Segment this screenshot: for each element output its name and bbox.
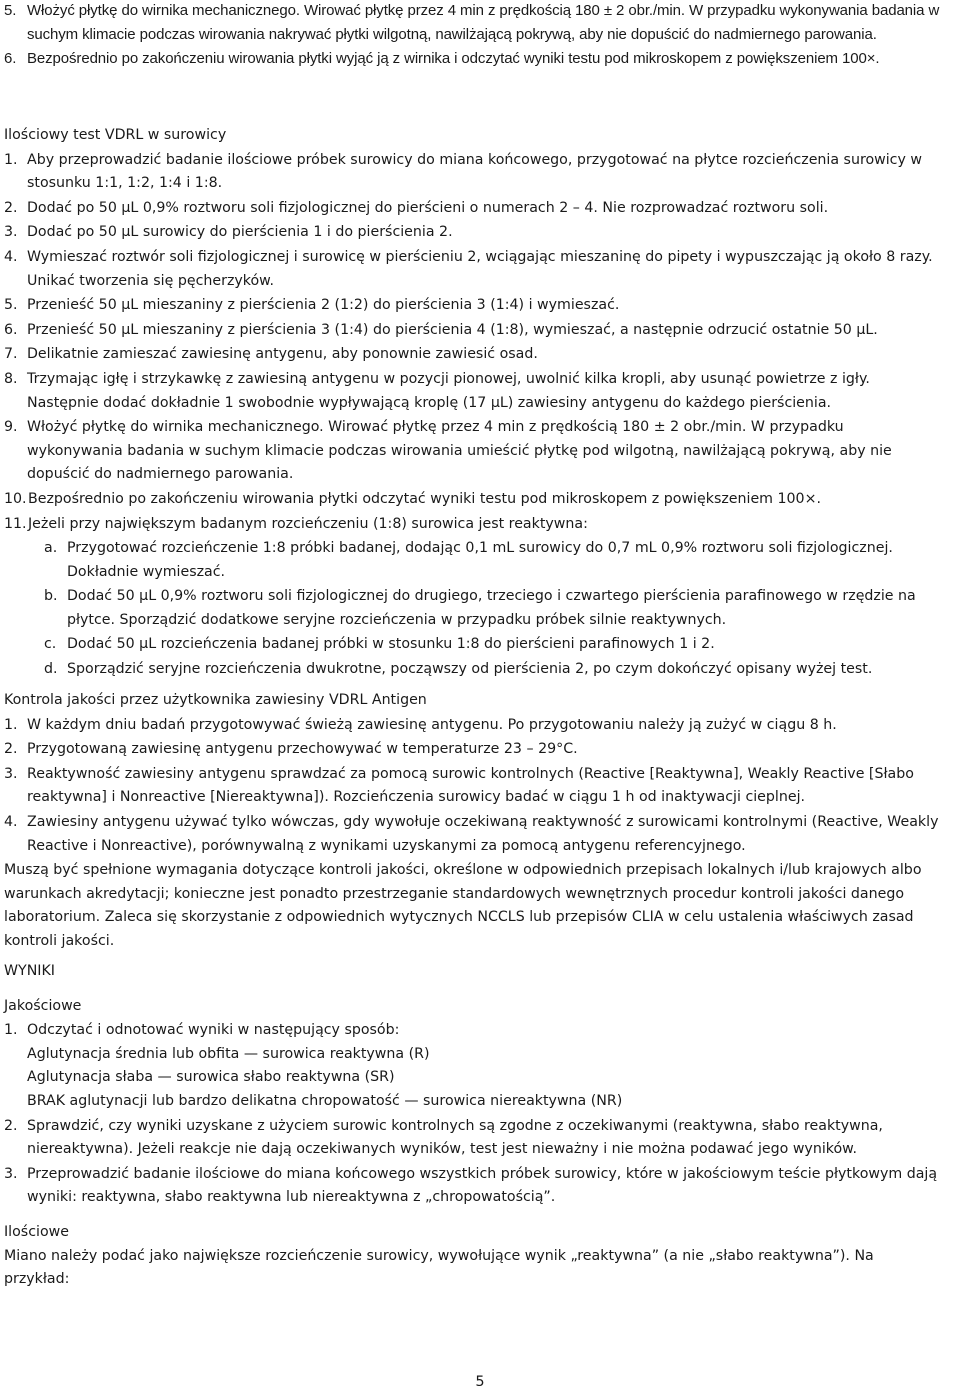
item-number: 11.: [4, 515, 27, 532]
qc-list: [4, 714, 940, 859]
item-text: Przygotować rozcieńczenie 1:8 próbki badanej, dodając 0,1 mL surowicy do 0,7 mL 0,9% roztworu soli fizjologicznej. Dokładnie wymieszać.: [67, 540, 893, 580]
item-text: Jeżeli przy największym badanym rozcieńczeniu (1:8) surowica jest reaktywna:: [28, 515, 588, 532]
sub-list: [4, 537, 940, 682]
item-number: 1.: [4, 1022, 18, 1039]
item-text: Dodać 50 µL 0,9% roztworu soli fizjologicznej do drugiego, trzeciego i czwartego pierścienia parafinowego w rzędzie na płytce. Sporządzić dodatkowe seryjne rozcieńczenia w przypadku próbek silnie reaktywnych.: [67, 588, 916, 628]
item-number: 1.: [4, 716, 18, 733]
list-item: [4, 1115, 940, 1162]
item-number: a.: [44, 540, 58, 557]
item-number: 10.: [4, 490, 27, 507]
list-item: [4, 368, 940, 415]
item-number: 6.: [4, 321, 18, 338]
qualitative-heading: Jakościowe: [4, 997, 82, 1014]
quantitative-results-heading: Ilościowe: [4, 1223, 69, 1240]
list-item: [4, 0, 940, 46]
list-item: [4, 197, 940, 221]
item-number: 6.: [4, 50, 17, 68]
top-section: [4, 0, 940, 71]
list-item: [4, 221, 940, 245]
item-text: Przenieść 50 µL mieszaniny z pierścienia 3 (1:4) do pierścienia 4 (1:8), wymieszać, a następnie odrzucić ostatnie 50 µL.: [27, 321, 878, 338]
item-text: Bezpośrednio po zakończeniu wirowania płytki odczytać wyniki testu pod mikroskopem z powiększeniem 100×.: [28, 490, 821, 507]
item-text: Sporządzić seryjne rozcieńczenia dwukrotne, począwszy od pierścienia 2, po czym dokończyć opisany wyżej test.: [67, 661, 873, 678]
item-text: Aby przeprowadzić badanie ilościowe próbek surowicy do miana końcowego, przygotować na płytce rozcieńczenia surowicy w stosunku 1:1, 1:2, 1:4 i 1:8.: [27, 151, 922, 192]
list-item: [4, 343, 940, 367]
quantitative-results-text: Miano należy podać jako największe rozcieńczenie surowicy, wywołujące wynik „reaktywna” (a nie „słabo reaktywna”). Na przykład:: [4, 1247, 874, 1288]
list-item: [4, 1019, 940, 1043]
quantitative-section: [4, 124, 940, 682]
item-text: Zawiesiny antygenu używać tylko wówczas, gdy wywołuje oczekiwaną reaktywność z surowicami kontrolnymi (Reactive, Weakly Reactive i Nonreactive), porównywalną z wynikami uzyskanymi za pomocą antygenu referencyjnego.: [27, 813, 939, 854]
list-item: [4, 294, 940, 318]
section-heading: Ilościowy test VDRL w surowicy: [4, 127, 227, 143]
item-number: 8.: [4, 370, 18, 387]
item-text: Dodać po 50 µL 0,9% roztworu soli fizjologicznej do pierścieni o numerach 2 – 4. Nie rozprowadzać roztworu soli.: [27, 199, 829, 216]
item-number: 2.: [4, 1117, 18, 1134]
item-text: Dodać 50 µL rozcieńczenia badanej próbki w stosunku 1:8 do pierścieni parafinowych 1 i 2.: [67, 636, 715, 653]
list-item: [4, 714, 940, 738]
item-number: 2.: [4, 741, 18, 758]
item-text: Bezpośrednio po zakończeniu wirowania płytki wyjąć ją z wirnika i odczytać wyniki testu pod mikroskopem z powiększeniem 100×.: [27, 50, 880, 68]
item-number: c.: [44, 636, 57, 653]
list-item: [4, 47, 940, 71]
qc-section: [4, 689, 940, 954]
quantitative-list: [4, 149, 940, 537]
sub-list-item: [4, 633, 940, 657]
item-number: 5.: [4, 2, 17, 19]
result-mapping-line: Aglutynacja średnia lub obfita — surowica reaktywna (R): [27, 1045, 430, 1062]
item-text: Włożyć płytkę do wirnika mechanicznego. Wirować płytkę przez 4 min z prędkością 180 ± 2 obr./min. W przypadku wykonywania badania w suchym klimacie podczas wirowania nakrywać płytki wilgotną, nawilżającą pokrywą, aby nie dopuścić do nadmiernego parowania.: [27, 2, 940, 43]
section-heading: Kontrola jakości przez użytkownika zawiesiny VDRL Antigen: [4, 692, 427, 708]
item-text: Reaktywność zawiesiny antygenu sprawdzać za pomocą surowic kontrolnych (Reactive [Reaktywna], Weakly Reactive [Słabo reaktywna] i Nonreactive [Niereaktywna]). Rozcieńczenia surowicy badać w ciągu 1 h od inaktywacji cieplnej.: [27, 765, 914, 806]
list-item: [4, 416, 940, 487]
item-number: 2.: [4, 199, 18, 216]
item-text: Przenieść 50 µL mieszaniny z pierścienia 2 (1:2) do pierścienia 3 (1:4) i wymieszać.: [27, 297, 620, 314]
page-number: 5: [475, 1374, 485, 1390]
item-text: W każdym dniu badań przygotowywać świeżą zawiesinę antygenu. Po przygotowaniu należy ją zużyć w ciągu 8 h.: [27, 716, 837, 733]
qualitative-list: [4, 1019, 940, 1210]
result-mapping-line: BRAK aglutynacji lub bardzo delikatna chropowatość — surowica niereaktywna (NR): [27, 1092, 623, 1109]
results-section: [4, 960, 940, 1292]
item-number: b.: [44, 588, 58, 605]
sub-list-item: [4, 537, 940, 584]
item-number: 4.: [4, 248, 18, 265]
qc-paragraph: Muszą być spełnione wymagania dotyczące kontroli jakości, określone w odpowiednich przepisach lokalnych i/lub krajowych albo warunkach akredytacji; konieczne jest ponadto przestrzeganie standardowych wewnętrznych procedur kontroli jakości danego laboratorium. Zaleca się skorzystanie z odpowiednich wytycznych NCCLS lub przepisów CLIA w celu ustalenia właściwych zasad kontroli jakości.: [4, 862, 922, 949]
result-mapping-line: Aglutynacja słaba — surowica słabo reaktywna (SR): [27, 1069, 395, 1086]
list-item: [4, 149, 940, 196]
item-number: 5.: [4, 297, 18, 314]
item-text: Przeprowadzić badanie ilościowe do miana końcowego wszystkich próbek surowicy, które w jakościowym teście płytkowym dają wyniki: reaktywna, słabo reaktywna lub niereaktywna z „chropowatością”.: [27, 1165, 938, 1206]
item-number: 3.: [4, 224, 18, 241]
list-item: [4, 488, 940, 512]
item-number: 7.: [4, 346, 18, 363]
item-text: Wymieszać roztwór soli fizjologicznej i surowicę w pierścieniu 2, wciągając mieszaninę do pipety i wypuszczając ją około 8 razy. Unikać tworzenia się pęcherzyków.: [27, 248, 933, 289]
list-item: [4, 1163, 940, 1210]
item-text: Włożyć płytkę do wirnika mechanicznego. Wirować płytkę przez 4 min z prędkością 180 ± 2 obr./min. W przypadku wykonywania badania w suchym klimacie podczas wirowania umieścić płytkę pod wilgotną, nawilżającą pokrywą, aby nie dopuścić do nadmiernego parowania.: [27, 419, 892, 483]
item-text: Odczytać i odnotować wyniki w następujący sposób:: [27, 1022, 400, 1039]
item-text: Przygotowaną zawiesinę antygenu przechowywać w temperaturze 23 – 29°C.: [27, 741, 578, 758]
list-item: [4, 811, 940, 858]
list-item: [4, 246, 940, 293]
item-number: 4.: [4, 813, 18, 830]
item-text: Delikatnie zamieszać zawiesinę antygenu, aby ponownie zawiesić osad.: [27, 346, 538, 363]
item-number: 3.: [4, 765, 18, 782]
results-heading: WYNIKI: [4, 963, 55, 979]
list-item: [4, 513, 940, 537]
list-item: [4, 319, 940, 343]
list-item: [4, 763, 940, 810]
sub-list-item: [4, 658, 940, 682]
item-text: Trzymając igłę i strzykawkę z zawiesiną antygenu w pozycji pionowej, uwolnić kilka kropli, aby usunąć powietrze z igły. Następnie dodać dokładnie 1 swobodnie wypływającą kroplę (17 µL) zawiesiny antygenu do każdego pierścienia.: [27, 370, 870, 411]
sub-list-item: [4, 585, 940, 632]
item-text: Sprawdzić, czy wyniki uzyskane z użyciem surowic kontrolnych są zgodne z oczekiwanymi (reaktywna, słabo reaktywna, niereaktywna). Jeżeli reakcje nie dają oczekiwanych wyników, test jest nieważny i nie można podawać jego wyników.: [27, 1117, 883, 1158]
item-number: d.: [44, 661, 58, 678]
item-number: 1.: [4, 151, 18, 168]
list-item: [4, 738, 940, 762]
item-number: 9.: [4, 419, 18, 436]
item-text: Dodać po 50 µL surowicy do pierścienia 1 i do pierścienia 2.: [27, 224, 453, 241]
item-number: 3.: [4, 1165, 18, 1182]
